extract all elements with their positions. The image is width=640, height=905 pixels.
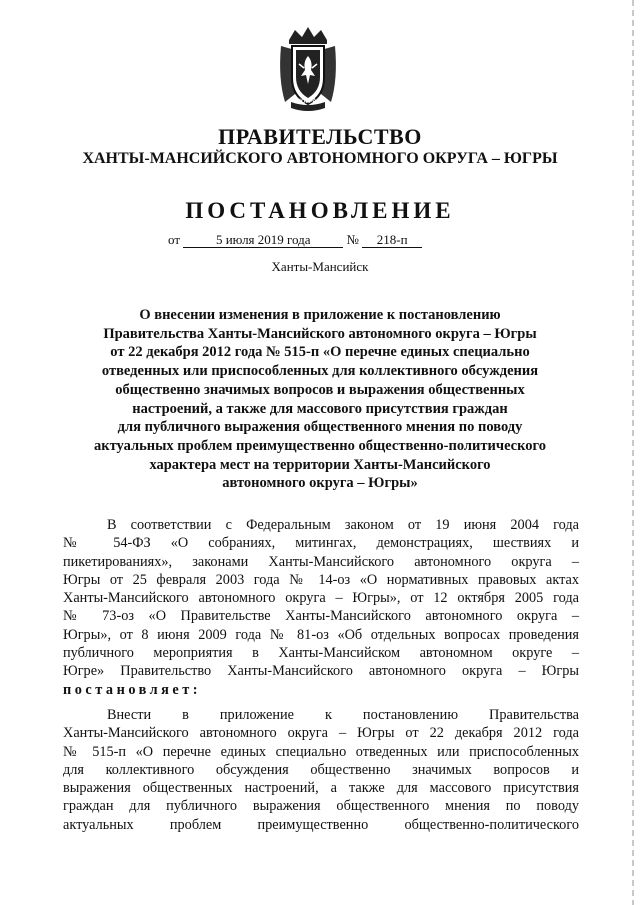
emblem-ribbon-text: ЮГРА [299, 99, 317, 105]
text-line: граждан для публичного выражения общественного мнения по поводу [63, 798, 579, 815]
date-number-line [168, 232, 422, 248]
subject-line: автономного округа – Югры» [222, 475, 418, 492]
city: Ханты-Мансийск [271, 259, 369, 274]
preamble-paragraph [63, 516, 579, 699]
text-line: В соответствии с Федеральным законом от 19 июня 2004 года [107, 517, 579, 533]
subject-line: отведенных или приспособленных для коллективного обсуждения [101, 363, 539, 380]
subject-line: актуальных проблем преимущественно общественно-политического [93, 437, 546, 454]
text-line: Внести в приложение к постановлению Правительства [107, 707, 579, 723]
region-title: ХАНТЫ-МАНСИЙСКОГО АВТОНОМНОГО ОКРУГА – ЮГРЫ [82, 150, 558, 167]
operative-paragraph [63, 706, 579, 834]
text-line: Ханты-Мансийского автономного округа – Югры от 22 декабря 2012 года [63, 725, 579, 742]
text-line: Ханты-Мансийского автономного округа – Югры», от 12 октября 2005 года [63, 590, 579, 607]
text-line: пикетированиях», законами Ханты-Мансийского автономного округа – [63, 553, 579, 570]
text-line: Югры», от 8 июня 2009 года № 81-оз «Об отдельных вопросах проведения [63, 626, 579, 643]
number-prefix: № [346, 232, 359, 247]
text-line: Югры от 25 февраля 2003 года № 14-оз «О нормативных правовых актах [63, 571, 579, 588]
text-line: Югре» Правительство Ханты-Мансийского автономного округа – Югры [63, 663, 579, 680]
document-number: 218-п [362, 233, 422, 248]
document-date: 5 июля 2019 года [183, 233, 343, 248]
subject-line: общественно значимых вопросов и выражения общественных [115, 381, 525, 398]
text-line: № 515-п «О перечне единых специально отведенных или приспособленных [63, 743, 579, 760]
text-line: выражения общественных настроений, а также для массового присутствия [63, 780, 579, 797]
subject-line: от 22 декабря 2012 года № 515-п «О перечне единых специально [110, 344, 530, 361]
document-type: ПОСТАНОВЛЕНИЕ [185, 198, 455, 223]
text-line: актуальных проблем преимущественно общественно-политического [63, 816, 579, 833]
subject-line: характера мест на территории Ханты-Мансийского [149, 456, 491, 473]
text-line: № 54-ФЗ «О собраниях, митингах, демонстрациях, шествиях и [63, 535, 579, 552]
date-prefix: от [168, 232, 181, 247]
subject-line: О внесении изменения в приложение к постановлению [139, 307, 501, 323]
resolves-word: постановляет: [63, 681, 202, 698]
subject-line: для публичного выражения общественного мнения по поводу [117, 419, 523, 436]
government-title: ПРАВИТЕЛЬСТВО [218, 124, 422, 149]
text-line: № 73-оз «О Правительстве Ханты-Мансийского автономного округа – [63, 608, 579, 625]
subject-line: настроений, а также для массового присутствия граждан [132, 400, 508, 417]
text-line: публичного мероприятия в Ханты-Мансийском автономном округе – [63, 645, 579, 662]
text-line: для коллективного обсуждения общественно значимых вопросов и [63, 761, 579, 778]
subject-line: Правительства Ханты-Мансийского автономного округа – Югры [103, 325, 537, 342]
document-subject [60, 306, 580, 493]
